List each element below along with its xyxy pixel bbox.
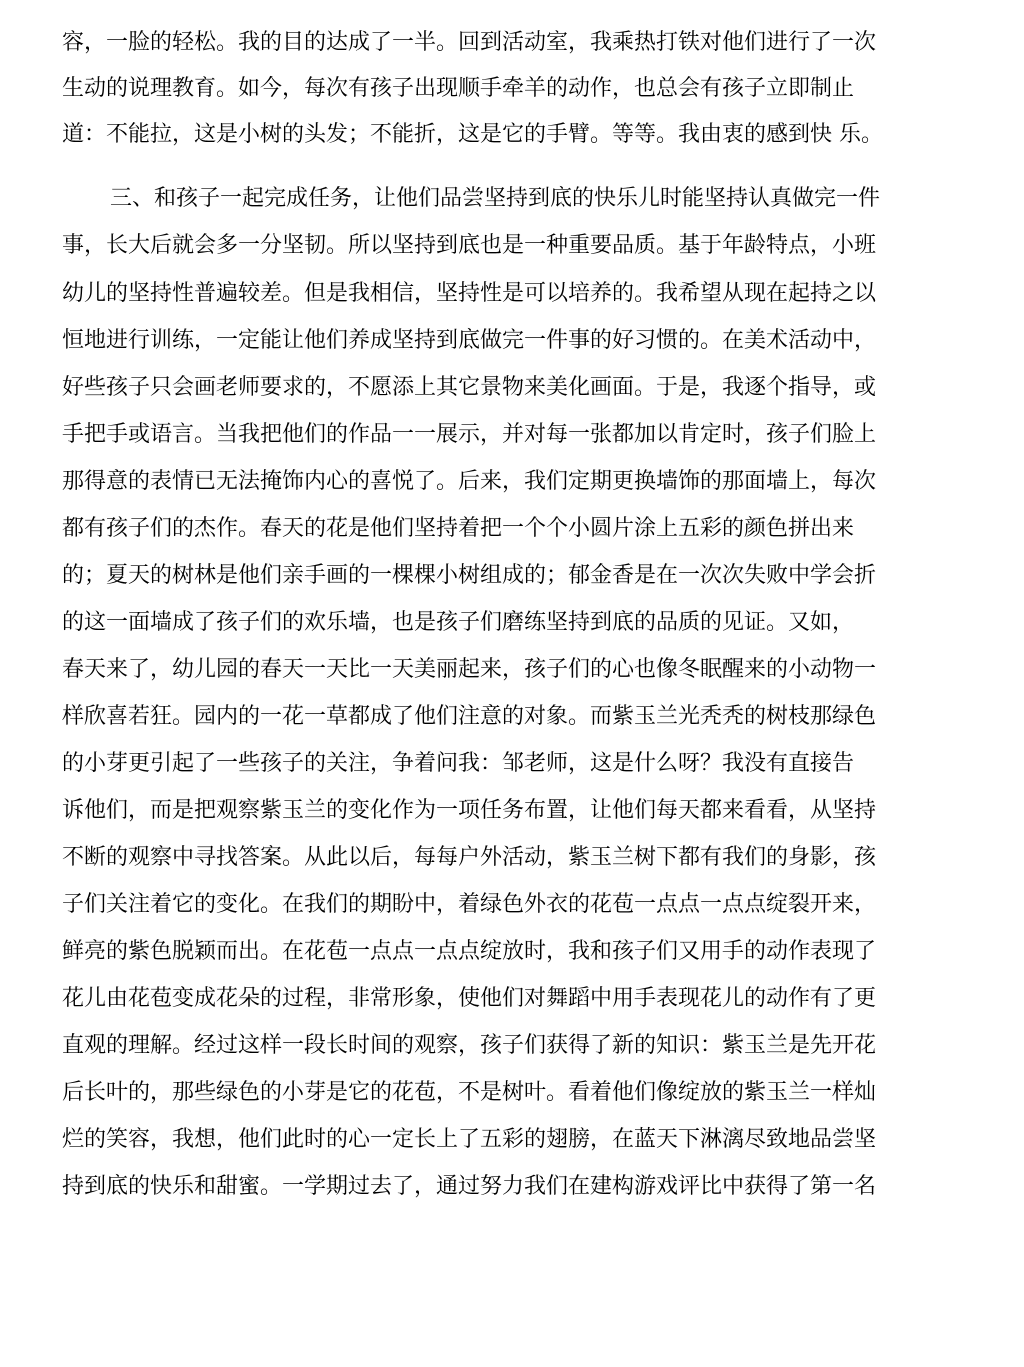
text-line: 不断的观察中寻找答案。从此以后，每每户外活动，紫玉兰树下都有我们的身影，孩 (62, 845, 877, 870)
text-line: 持到底的快乐和甜蜜。一学期过去了，通过努力我们在建构游戏评比中获得了第一名 (62, 1174, 877, 1199)
text-line: 恒地进行训练，一定能让他们养成坚持到底做完一件事的好习惯的。在美术活动中， (62, 328, 877, 353)
text-line: 直观的理解。经过这样一段长时间的观察，孩子们获得了新的知识：紫玉兰是先开花 (62, 1033, 877, 1058)
text-line: 烂的笑容，我想，他们此时的心一定长上了五彩的翅膀，在蓝天下淋漓尽致地品尝坚 (62, 1127, 877, 1152)
text-line: 鲜亮的紫色脱颖而出。在花苞一点点一点点绽放时，我和孩子们又用手的动作表现了 (62, 939, 877, 964)
text-line: 生动的说理教育。如今，每次有孩子出现顺手牵羊的动作，也总会有孩子立即制止 (62, 76, 855, 101)
text-line: 三、和孩子一起完成任务，让他们品尝坚持到底的快乐儿时能坚持认真做完一件 (110, 186, 881, 211)
text-line: 春天来了，幼儿园的春天一天比一天美丽起来，孩子们的心也像冬眠醒来的小动物一 (62, 657, 877, 682)
text-line: 的小芽更引起了一些孩子的关注，争着问我：邹老师，这是什么呀？我没有直接告 (62, 751, 855, 776)
text-line: 那得意的表情已无法掩饰内心的喜悦了。后来，我们定期更换墙饰的那面墙上，每次 (62, 469, 877, 494)
text-line: 容，一脸的轻松。我的目的达成了一半。回到活动室，我乘热打铁对他们进行了一次 (62, 30, 877, 55)
text-line: 事，长大后就会多一分坚韧。所以坚持到底也是一种重要品质。基于年龄特点，小班 (62, 233, 877, 258)
text-line: 诉他们，而是把观察紫玉兰的变化作为一项任务布置，让他们每天都来看看，从坚持 (62, 798, 877, 823)
text-line: 子们关注着它的变化。在我们的期盼中，着绿色外衣的花苞一点点一点点绽裂开来， (62, 892, 877, 917)
text-line: 手把手或语言。当我把他们的作品一一展示，并对每一张都加以肯定时，孩子们脸上 (62, 422, 877, 447)
text-line: 的；夏天的树林是他们亲手画的一棵棵小树组成的；郁金香是在一次次失败中学会折 (62, 563, 877, 588)
text-line: 都有孩子们的杰作。春天的花是他们坚持着把一个个小圆片涂上五彩的颜色拼出来 (62, 516, 855, 541)
text-line: 花儿由花苞变成花朵的过程，非常形象，使他们对舞蹈中用手表现花儿的动作有了更 (62, 986, 877, 1011)
text-line: 幼儿的坚持性普遍较差。但是我相信，坚持性是可以培养的。我希望从现在起持之以 (62, 281, 877, 306)
text-line: 样欣喜若狂。园内的一花一草都成了他们注意的对象。而紫玉兰光秃秃的树枝那绿色 (62, 704, 877, 729)
text-line: 道：不能拉，这是小树的头发；不能折，这是它的手臂。等等。我由衷的感到快 乐。 (62, 122, 883, 147)
text-line: 后长叶的，那些绿色的小芽是它的花苞，不是树叶。看着他们像绽放的紫玉兰一样灿 (62, 1080, 877, 1105)
text-line: 的这一面墙成了孩子们的欢乐墙，也是孩子们磨练坚持到底的品质的见证。又如， (62, 610, 855, 635)
text-line: 好些孩子只会画老师要求的，不愿添上其它景物来美化画面。于是，我逐个指导，或 (62, 375, 877, 400)
